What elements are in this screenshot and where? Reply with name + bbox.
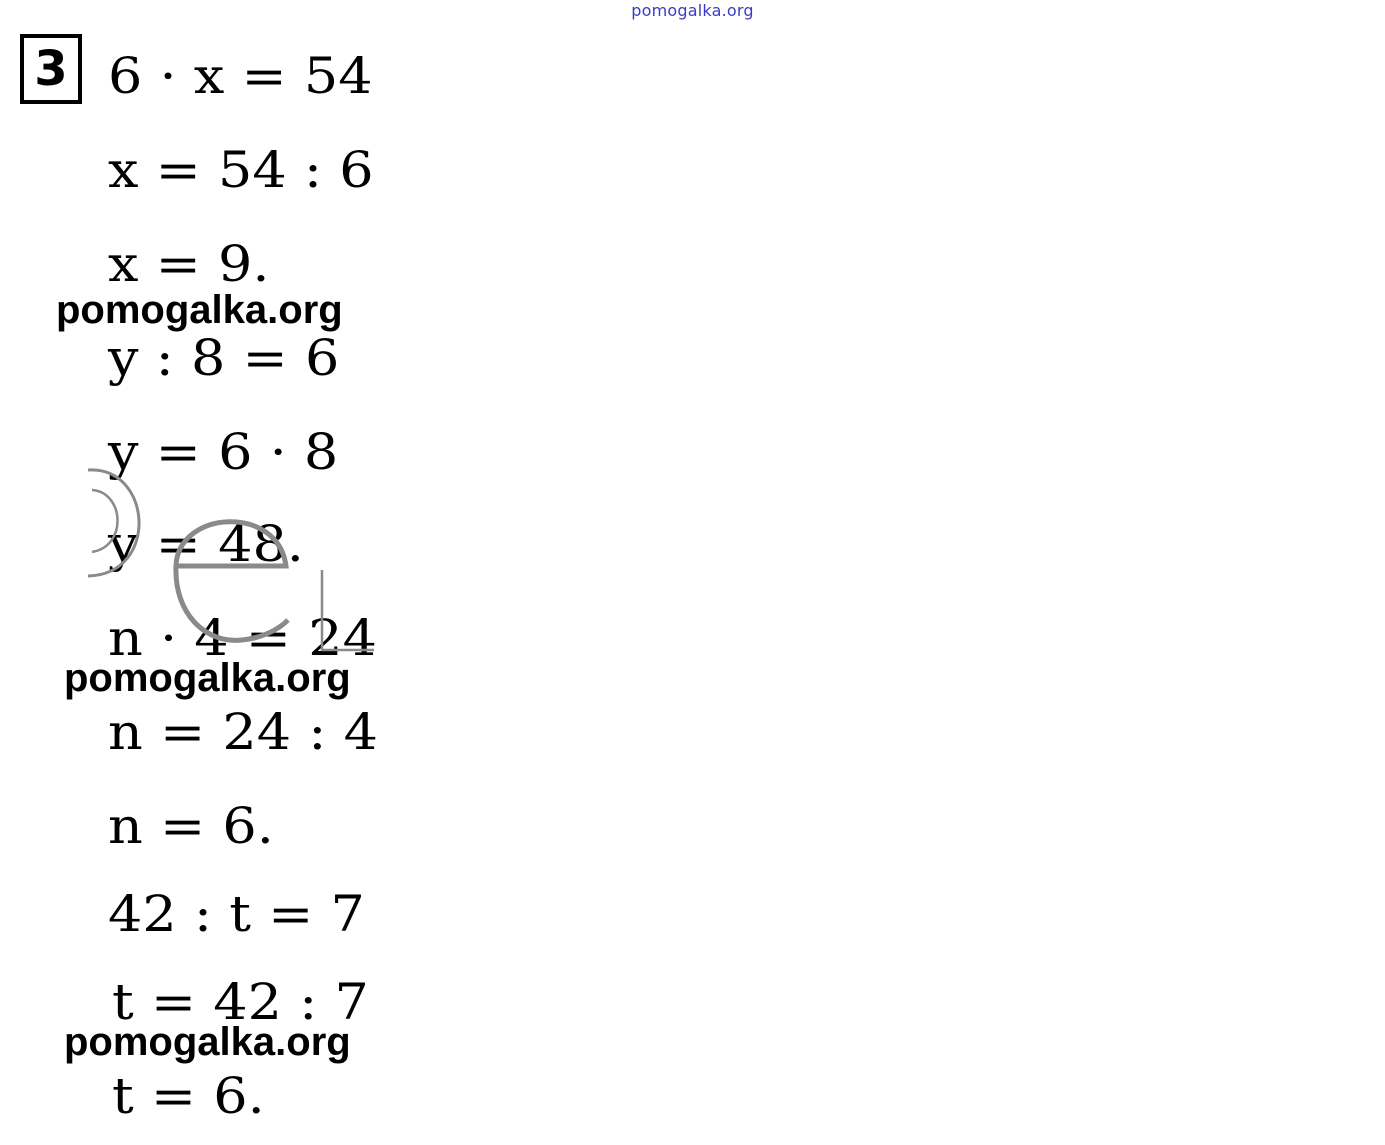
watermark-1: pomogalka.org	[56, 288, 343, 332]
watermark-3: pomogalka.org	[64, 1020, 351, 1064]
site-watermark-top: pomogalka.org	[631, 1, 754, 20]
publisher-logo-mark	[82, 462, 382, 662]
equation-5: y = 6 · 8	[108, 423, 339, 481]
equation-4: y : 8 = 6	[108, 329, 340, 387]
task-number-box: 3	[20, 34, 82, 104]
equation-1: 6 · x = 54	[108, 47, 373, 105]
equation-2: x = 54 : 6	[108, 141, 374, 199]
equation-11: t = 42 : 7	[112, 973, 369, 1031]
equation-7: n · 4 = 24	[108, 609, 377, 667]
equation-3: x = 9.	[108, 235, 270, 293]
watermark-2: pomogalka.org	[64, 656, 351, 700]
equation-8: n = 24 : 4	[108, 703, 378, 761]
equation-12: t = 6.	[112, 1067, 265, 1125]
equation-6: y = 48.	[108, 515, 304, 573]
equation-10: 42 : t = 7	[108, 885, 365, 943]
equation-9: n = 6.	[108, 797, 274, 855]
